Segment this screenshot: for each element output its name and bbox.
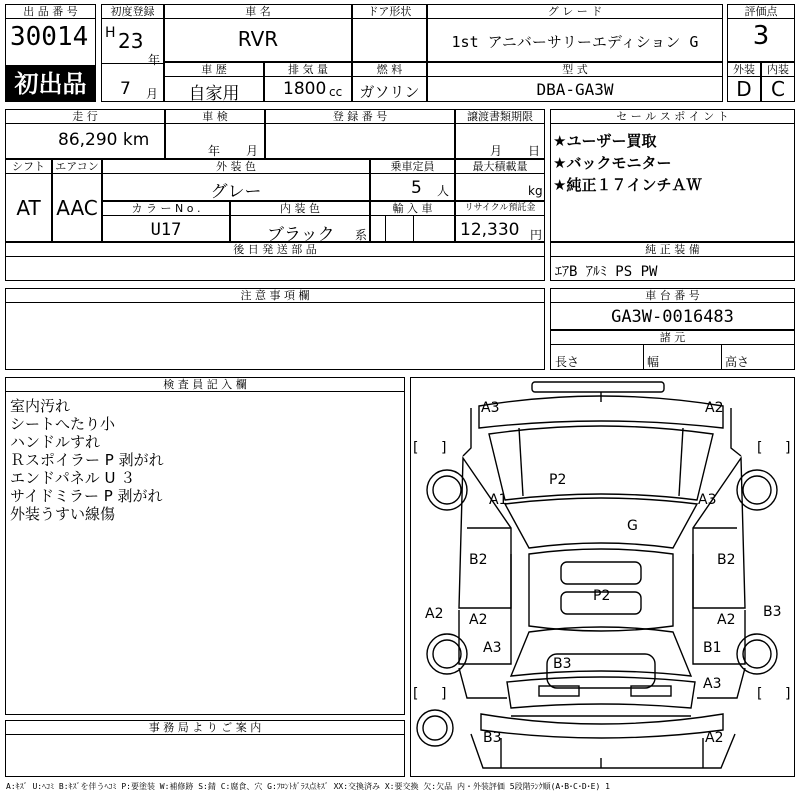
displacement-unit: cc <box>329 85 343 99</box>
ext-color: グレー <box>210 182 262 202</box>
car-diagram-drawing <box>411 378 794 776</box>
inspector-line: サイドミラー P 剥がれ <box>10 487 163 505</box>
score-box <box>727 4 795 62</box>
history-label: 車 歴 <box>165 63 263 77</box>
door-type-box <box>352 4 427 62</box>
month-unit: 月 <box>146 87 159 101</box>
fuel-label: 燃 料 <box>353 63 426 77</box>
transfer-day-unit: 日 <box>528 144 541 158</box>
standard-equipment-box <box>550 242 795 281</box>
dimensions-label: 諸 元 <box>551 331 794 345</box>
inspector-line: シートへたり小 <box>10 415 116 433</box>
first-listing-badge <box>5 66 96 102</box>
car-name-box <box>164 4 352 62</box>
shift-box <box>5 159 52 242</box>
damage-mark-right-rear-door: A2 <box>717 612 736 628</box>
dimension-length-label: 長さ <box>555 355 580 369</box>
left-bracket-close: ] <box>441 440 447 456</box>
score-label: 評価点 <box>728 5 794 19</box>
damage-mark-front-left: A3 <box>481 400 500 416</box>
damage-mark-roof: P2 <box>593 588 611 604</box>
inspector-label: 検 査 員 記 入 欄 <box>6 378 404 392</box>
lot-number: 30014 <box>10 22 89 52</box>
import-label: 輸 入 車 <box>371 202 454 216</box>
transfer-month-unit: 月 <box>490 144 503 158</box>
inspector-line: Ｒスポイラー P 剥がれ <box>10 451 164 469</box>
notes-box <box>5 288 545 370</box>
grade: 1st アニバーサリーエディション G <box>451 33 699 51</box>
first-registration-box <box>101 4 164 102</box>
int-color: ブラック <box>267 225 335 245</box>
ac-label: エアコン <box>53 160 101 174</box>
left-bracket-open: [ <box>413 440 419 456</box>
reg-number-box <box>265 109 455 159</box>
score: 3 <box>752 21 770 51</box>
damage-mark-left-side: A2 <box>425 606 444 622</box>
car-name: RVR <box>237 27 279 51</box>
color-no-box <box>102 201 230 242</box>
right-bracket-open: [ <box>757 440 763 456</box>
sales-points-box <box>550 109 795 242</box>
max-load-unit: kg <box>528 184 543 198</box>
recycle-unit: 円 <box>530 228 543 242</box>
recycle-fee: 12,330 <box>460 220 520 240</box>
registration-month: 7 <box>120 79 131 99</box>
registration-year: 23 <box>118 29 144 53</box>
displacement: 1800 <box>283 79 327 99</box>
inspector-line: 室内汚れ <box>10 397 71 415</box>
car-name-label: 車 名 <box>165 5 351 19</box>
standard-equipment-label: 純 正 装 備 <box>551 243 794 257</box>
inspection-year-unit: 年 <box>208 144 221 158</box>
notes-label: 注 意 事 項 欄 <box>6 289 544 303</box>
left-bracket-open-lower: [ <box>413 686 419 702</box>
mileage: 86,290 km <box>58 130 150 150</box>
model-label: 型 式 <box>428 63 722 77</box>
recycle-box <box>455 201 545 242</box>
int-color-suffix: 系 <box>355 228 368 242</box>
right-bracket-open-lower: [ <box>757 686 763 702</box>
capacity-label: 乗車定員 <box>371 160 454 174</box>
model: DBA-GA3W <box>536 80 614 99</box>
displacement-label: 排 気 量 <box>265 63 351 77</box>
history-box <box>164 62 264 102</box>
sales-point-item: ★ユーザー買取 <box>553 132 657 150</box>
inspector-line: 外装うすい線傷 <box>10 505 116 523</box>
color-no: U17 <box>150 220 182 240</box>
damage-mark-windscreen: G <box>627 518 638 534</box>
left-bracket-close-lower: ] <box>441 686 447 702</box>
inspection-box <box>165 109 265 159</box>
chassis-number: GA3W-0016483 <box>611 307 734 327</box>
transfer-label: 譲渡書類期限 <box>456 110 544 124</box>
damage-mark-left-front-door: B2 <box>469 552 488 568</box>
right-bracket-close-lower: ] <box>785 686 791 702</box>
model-box <box>427 62 723 102</box>
capacity: 5 <box>411 178 422 198</box>
legend: A:ｷｽﾞ U:ﾍｺﾐ B:ｷｽﾞを伴うﾍｺﾐ P:要塗装 W:補修跡 S:錆 C:腐食、穴 G:ﾌﾛﾝﾄｶﾞﾗｽ点ｷｽﾞ XX:交換済み X:要交換 欠:欠品 内・外装評価 5段階ﾗﾝｸ順(A･B･C･D･E) 1 <box>6 782 610 791</box>
shift-label: シフト <box>6 160 51 174</box>
dimensions-box <box>550 330 795 370</box>
later-parts-label: 後 日 発 送 部 品 <box>6 243 544 257</box>
lot-number-box <box>5 4 96 66</box>
reg-number-label: 登 録 番 号 <box>266 110 454 124</box>
import-box <box>370 201 455 242</box>
capacity-box <box>370 159 455 201</box>
transfer-box <box>455 109 545 159</box>
damage-mark-left-rear-door: A2 <box>469 612 488 628</box>
interior-box <box>761 62 795 102</box>
interior-grade: C <box>771 77 785 101</box>
inspector-line: ハンドルすれ <box>10 433 101 451</box>
grade-box <box>427 4 723 62</box>
inspector-box <box>5 377 405 715</box>
damage-mark-left-quarter: A3 <box>483 640 502 656</box>
damage-mark-rear-left: B3 <box>483 730 502 746</box>
grade-label: グ レ ー ド <box>428 5 722 19</box>
inspection-month-unit: 月 <box>246 144 259 158</box>
door-type-label: ドア形状 <box>353 5 426 19</box>
chassis-box <box>550 288 795 330</box>
dimension-width-label: 幅 <box>647 355 660 369</box>
sales-point-item: ★純正１７インチＡＷ <box>553 176 702 194</box>
later-parts-box <box>5 242 545 281</box>
ac-box <box>52 159 102 242</box>
exterior-box <box>727 62 761 102</box>
dimension-height-label: 高さ <box>725 355 750 369</box>
displacement-box <box>264 62 352 102</box>
max-load-label: 最大積載量 <box>456 160 544 174</box>
damage-mark-hood: P2 <box>549 472 567 488</box>
lot-number-label: 出 品 番 号 <box>6 5 95 19</box>
fuel: ガソリン <box>359 83 420 101</box>
office-box <box>5 720 405 777</box>
damage-mark-rear-right: A2 <box>705 730 724 746</box>
interior-label: 内装 <box>762 63 794 77</box>
int-color-box <box>230 201 370 245</box>
standard-equipment: ｴｱB ｱﾙﾐ PS PW <box>555 264 658 280</box>
mileage-label: 走 行 <box>6 110 164 124</box>
int-color-label: 内 装 色 <box>231 202 369 216</box>
damage-mark-right-fender: A3 <box>698 492 717 508</box>
chassis-label: 車 台 番 号 <box>551 289 794 303</box>
car-diagram <box>410 377 795 777</box>
damage-mark-right-rear-quarter: A3 <box>703 676 722 692</box>
shift: AT <box>16 196 41 220</box>
history: 自家用 <box>188 84 240 104</box>
fuel-box <box>352 62 427 102</box>
sales-points-label: セ ー ル ス ポ イ ン ト <box>551 110 794 124</box>
first-registration-label: 初度登録 <box>102 5 163 19</box>
damage-mark-trunk: B3 <box>553 656 572 672</box>
color-no-label: カ ラ ー N o . <box>103 202 229 216</box>
damage-mark-right-side: B3 <box>763 604 782 620</box>
inspection-label: 車 検 <box>166 110 264 124</box>
inspector-line: エンドパネル U ３ <box>10 469 136 487</box>
max-load-box <box>455 159 545 201</box>
capacity-unit: 人 <box>437 184 450 198</box>
damage-mark-left-fender: A1 <box>489 492 508 508</box>
right-bracket-close: ] <box>785 440 791 456</box>
mileage-box <box>5 109 165 159</box>
exterior-grade: D <box>736 77 752 101</box>
sales-point-item: ★バックモニター <box>553 154 672 172</box>
year-unit: 年 <box>148 53 161 67</box>
exterior-label: 外装 <box>728 63 760 77</box>
ext-color-box <box>102 159 370 201</box>
damage-mark-front-right: A2 <box>705 400 724 416</box>
damage-mark-right-front-door: B2 <box>717 552 736 568</box>
ac: AAC <box>56 196 98 220</box>
ext-color-label: 外 装 色 <box>103 160 369 174</box>
office-label: 事 務 局 よ り ご 案 内 <box>6 721 404 735</box>
first-listing-text: 初出品 <box>14 70 87 98</box>
recycle-label: リサイクル預託金 <box>456 202 544 216</box>
era-letter: H <box>105 25 116 41</box>
damage-mark-right-quarter: B1 <box>703 640 722 656</box>
